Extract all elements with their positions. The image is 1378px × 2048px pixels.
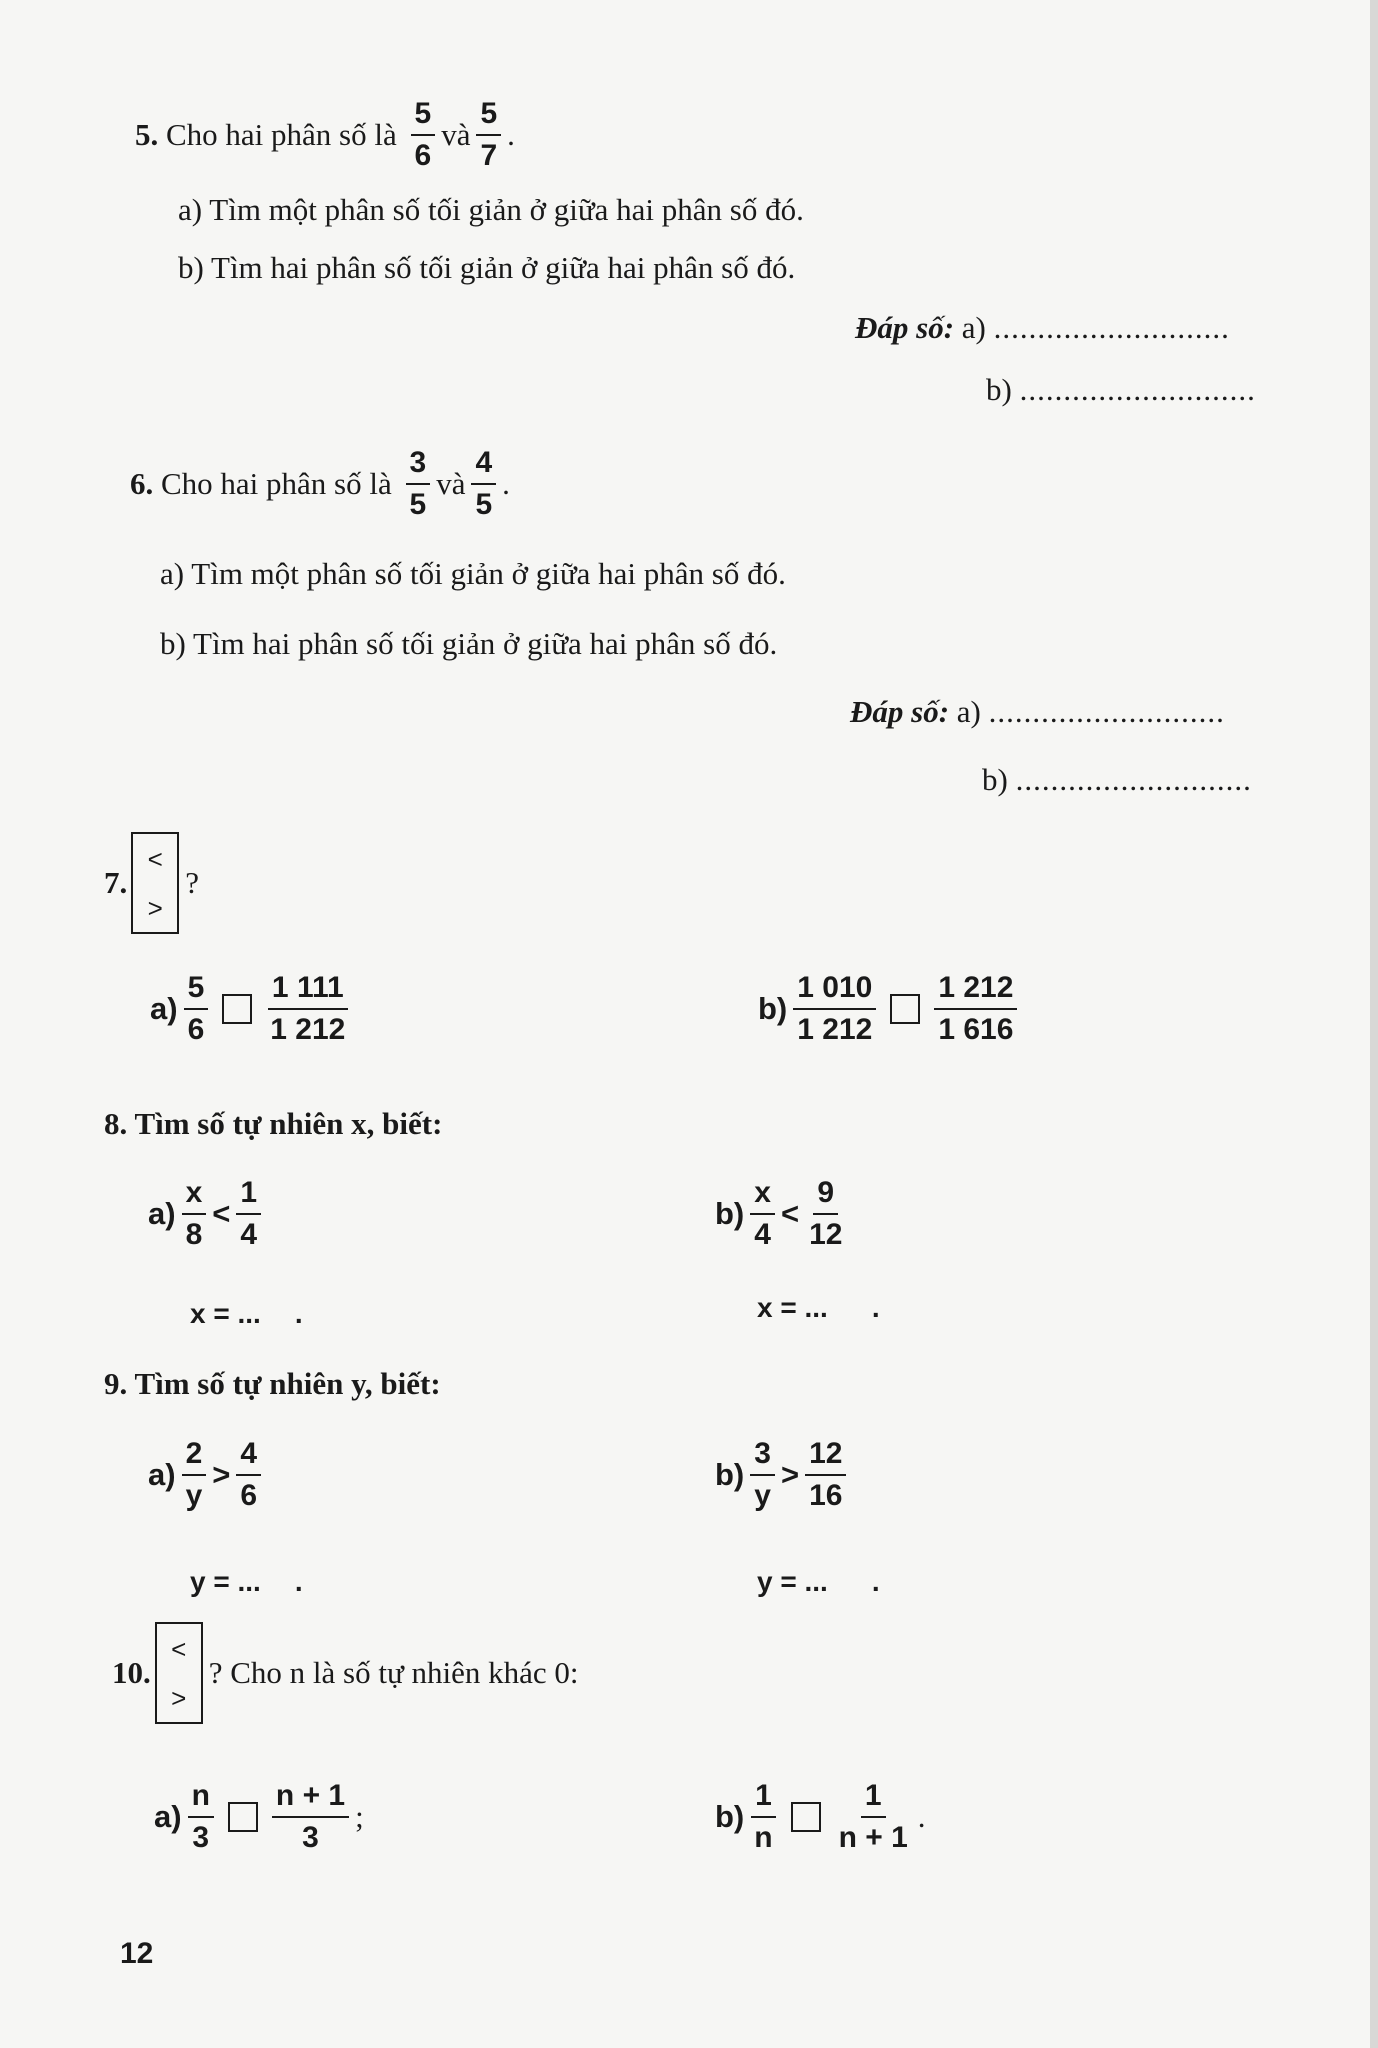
problem-10-number: 10. <box>112 1655 151 1690</box>
denominator: 3 <box>192 1821 210 1854</box>
less-than-sign: < <box>212 1196 231 1231</box>
greater-than-sign: > <box>171 1682 187 1713</box>
part-b-label: b) <box>758 991 788 1026</box>
fraction <box>236 1436 261 1514</box>
denominator: 5 <box>409 488 427 521</box>
denominator: 3 <box>302 1821 319 1854</box>
answer-b-label: b) <box>982 762 1008 797</box>
period: . <box>294 1298 303 1329</box>
problem-6-answer-a <box>850 694 1225 730</box>
period: . <box>871 1292 880 1323</box>
numerator: 5 <box>184 970 209 1010</box>
fraction <box>236 1175 261 1253</box>
problem-6-part-b: b) Tìm hai phân số tối giản ở giữa hai phân số đó. <box>160 626 778 661</box>
greater-than-sign: > <box>147 892 163 923</box>
problem-5-number: 5. <box>135 117 159 152</box>
part-a-label: a) <box>150 991 178 1026</box>
numerator: n <box>188 1778 214 1818</box>
answer-blank[interactable]: ........................... <box>993 310 1230 345</box>
answer-a-label: a) <box>961 310 986 345</box>
denominator: 4 <box>754 1218 771 1251</box>
and-word: và <box>441 117 471 152</box>
comparison-answer-box[interactable] <box>222 994 252 1024</box>
numerator: x <box>182 1175 207 1215</box>
greater-than-sign: > <box>212 1457 231 1492</box>
numerator: 4 <box>236 1436 261 1476</box>
fraction <box>266 970 349 1048</box>
fraction <box>184 970 209 1048</box>
answer-blank[interactable]: y = ... <box>190 1566 261 1597</box>
numerator: 1 <box>236 1175 261 1215</box>
denominator: 16 <box>809 1479 843 1512</box>
period: . <box>502 466 510 501</box>
numerator: 12 <box>805 1436 846 1476</box>
numerator: 4 <box>471 445 496 485</box>
fraction <box>182 1175 207 1253</box>
denominator: 1 616 <box>938 1013 1014 1046</box>
problem-6-number: 6. <box>130 466 154 501</box>
part-a-label: a) <box>154 1799 182 1834</box>
answer-blank[interactable]: x = ... <box>190 1298 261 1329</box>
denominator: 6 <box>414 139 432 172</box>
fraction <box>750 1175 775 1253</box>
answer-label: Đáp số: <box>855 310 955 345</box>
part-b-label: b) <box>715 1457 745 1492</box>
problem-7-part-b <box>758 970 1023 1048</box>
fraction-5-6 <box>411 96 436 174</box>
comparison-answer-box[interactable] <box>228 1802 258 1832</box>
problem-9-part-b <box>715 1436 852 1514</box>
problem-8-answer-b <box>757 1290 880 1326</box>
problem-10-part-a <box>154 1778 364 1856</box>
page-edge <box>1370 0 1378 2048</box>
fraction <box>750 1778 776 1856</box>
problem-9-part-a <box>148 1436 267 1514</box>
fraction <box>934 970 1017 1048</box>
numerator: x <box>750 1175 775 1215</box>
fraction <box>750 1436 775 1514</box>
numerator: 5 <box>411 96 436 136</box>
numerator: 1 <box>861 1778 886 1818</box>
denominator: y <box>754 1479 771 1512</box>
numerator: 1 010 <box>793 970 876 1010</box>
problem-7-part-a <box>150 970 355 1048</box>
problem-7-stem <box>104 832 199 934</box>
problem-6-part-a: a) Tìm một phân số tối giản ở giữa hai phân số đó. <box>160 556 786 591</box>
numerator: 2 <box>182 1436 207 1476</box>
denominator: 6 <box>187 1013 205 1046</box>
answer-blank[interactable]: x = ... <box>757 1292 828 1323</box>
semicolon: ; <box>355 1799 364 1834</box>
denominator: 1 212 <box>797 1013 873 1046</box>
denominator: 12 <box>809 1218 843 1251</box>
denominator: n + 1 <box>838 1821 908 1854</box>
part-a-label: a) <box>148 1457 176 1492</box>
problem-8-part-b <box>715 1175 852 1253</box>
fraction-5-7 <box>476 96 501 174</box>
fraction-4-5 <box>471 445 496 523</box>
answer-blank[interactable]: ........................... <box>1015 762 1252 797</box>
and-word: và <box>436 466 466 501</box>
denominator: 8 <box>185 1218 203 1251</box>
numerator: 1 <box>751 1778 776 1818</box>
numerator: 1 212 <box>934 970 1017 1010</box>
problem-8-part-a <box>148 1175 267 1253</box>
answer-blank[interactable]: y = ... <box>757 1566 828 1597</box>
answer-b-label: b) <box>986 372 1012 407</box>
numerator: n + 1 <box>272 1778 349 1818</box>
numerator: 3 <box>750 1436 775 1476</box>
problem-8-answer-a <box>190 1296 303 1332</box>
problem-5-part-a: a) Tìm một phân số tối giản ở giữa hai phân số đó. <box>178 192 804 227</box>
part-b-label: b) <box>715 1799 745 1834</box>
denominator: 4 <box>240 1218 258 1251</box>
comparison-sign-box <box>131 832 179 934</box>
problem-5-answer-a <box>855 310 1230 346</box>
part-a-label: a) <box>148 1196 176 1231</box>
numerator: 9 <box>813 1175 838 1215</box>
problem-5-stem <box>135 96 515 174</box>
fraction <box>793 970 876 1048</box>
denominator: 6 <box>240 1479 258 1512</box>
fraction <box>805 1436 846 1514</box>
problem-6-text: Cho hai phân số là <box>161 466 392 501</box>
period: . <box>507 117 515 152</box>
problem-7-number: 7. <box>104 865 128 900</box>
less-than-sign: < <box>780 1196 800 1231</box>
greater-than-sign: > <box>780 1457 800 1492</box>
comparison-sign-box <box>155 1622 203 1724</box>
problem-8-title: 8. Tìm số tự nhiên x, biết: <box>104 1106 443 1141</box>
problem-6-answer-b <box>982 762 1252 798</box>
problem-5-text: Cho hai phân số là <box>166 117 397 152</box>
period: . <box>294 1566 303 1597</box>
denominator: 5 <box>475 488 493 521</box>
answer-blank[interactable]: ........................... <box>988 694 1225 729</box>
problem-10-stem <box>112 1622 579 1724</box>
problem-6-stem <box>130 445 510 523</box>
denominator: y <box>185 1479 203 1512</box>
period: . <box>917 1799 926 1834</box>
fraction <box>182 1436 207 1514</box>
fraction <box>835 1778 912 1856</box>
comparison-answer-box[interactable] <box>890 994 920 1024</box>
question-mark: ? <box>185 865 200 900</box>
numerator: 3 <box>406 445 431 485</box>
fraction <box>188 1778 214 1856</box>
page-number: 12 <box>120 1937 154 1970</box>
answer-a-label: a) <box>956 694 981 729</box>
answer-blank[interactable]: ........................... <box>1019 372 1256 407</box>
less-than-sign: < <box>171 1633 187 1664</box>
problem-5-part-b: b) Tìm hai phân số tối giản ở giữa hai phân số đó. <box>178 250 796 285</box>
less-than-sign: < <box>147 843 163 874</box>
problem-9-answer-b <box>757 1564 880 1600</box>
denominator: n <box>754 1821 773 1854</box>
numerator: 5 <box>476 96 501 136</box>
problem-10-text: ? Cho n là số tự nhiên khác 0: <box>208 1655 579 1690</box>
problem-9-answer-a <box>190 1564 303 1600</box>
answer-label: Đáp số: <box>850 694 950 729</box>
denominator: 7 <box>480 139 498 172</box>
problem-5-answer-b <box>986 372 1256 408</box>
fraction-3-5 <box>406 445 431 523</box>
fraction <box>272 1778 349 1856</box>
problem-9-title: 9. Tìm số tự nhiên y, biết: <box>104 1366 441 1401</box>
denominator: 1 212 <box>270 1013 346 1046</box>
numerator: 1 111 <box>268 970 348 1010</box>
problem-10-part-b <box>715 1778 926 1856</box>
part-b-label: b) <box>715 1196 745 1231</box>
period: . <box>871 1566 880 1597</box>
fraction <box>805 1175 846 1253</box>
comparison-answer-box[interactable] <box>791 1802 821 1832</box>
